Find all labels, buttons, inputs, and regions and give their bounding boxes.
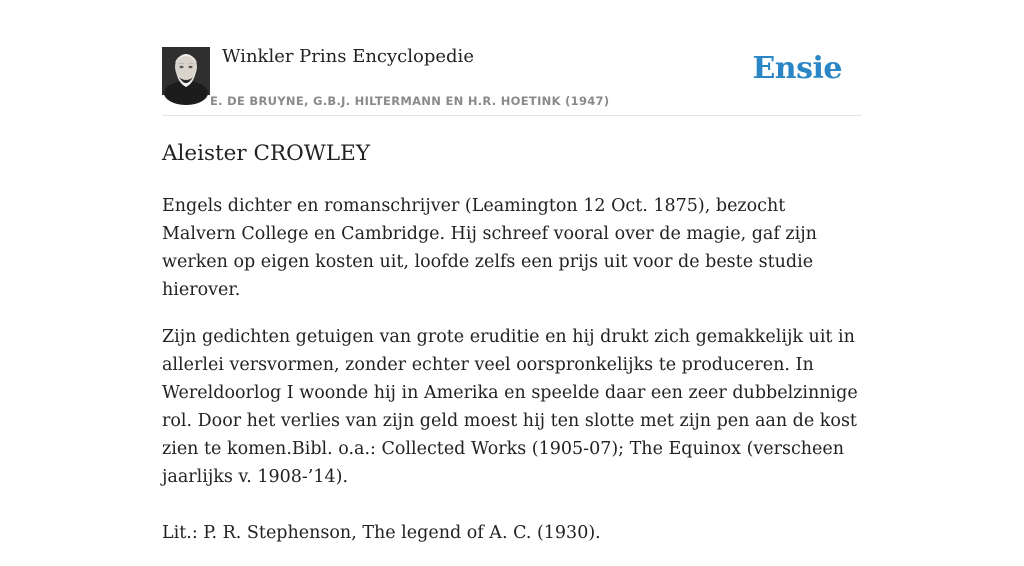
literature-reference: Lit.: P. R. Stephenson, The legend of A. C. (1930).	[162, 523, 601, 543]
article-paragraph-1: Engels dichter en romanschrijver (Leamington 12 Oct. 1875), bezocht Malvern College en Cambridge. Hij schreef vooral over de magie, gaf zijn werken op eigen kosten uit, loofde zelfs een prijs uit voor de beste studie hierover.	[162, 196, 817, 300]
brand-logo[interactable]: Ensie	[752, 51, 842, 86]
article-paragraph-2: Zijn gedichten getuigen van grote eruditie en hij drukt zich gemakkelijk uit in allerlei versvormen, zonder echter veel oorspronkelijks te produceren. In Wereldoorlog I woonde hij in Amerika en speelde daar een zeer dubbelzinnige rol. Door het verlies van zijn geld moest hij ten slotte met zijn pen aan de kost zien te komen.Bibl. o.a.: Collected Works (1905-07); The Equinox (verscheen jaarlijks v. 1908-’14).	[162, 327, 858, 487]
article-body	[162, 192, 862, 566]
authors-subtitle: E. DE BRUYNE, G.B.J. HILTERMANN EN H.R. HOETINK (1947)	[210, 94, 610, 108]
site-header	[162, 0, 862, 116]
article-title: Aleister CROWLEY	[162, 141, 371, 166]
portrait-avatar-icon[interactable]	[162, 47, 210, 95]
site-title[interactable]: Winkler Prins Encyclopedie	[222, 46, 474, 67]
content-column	[162, 0, 862, 543]
